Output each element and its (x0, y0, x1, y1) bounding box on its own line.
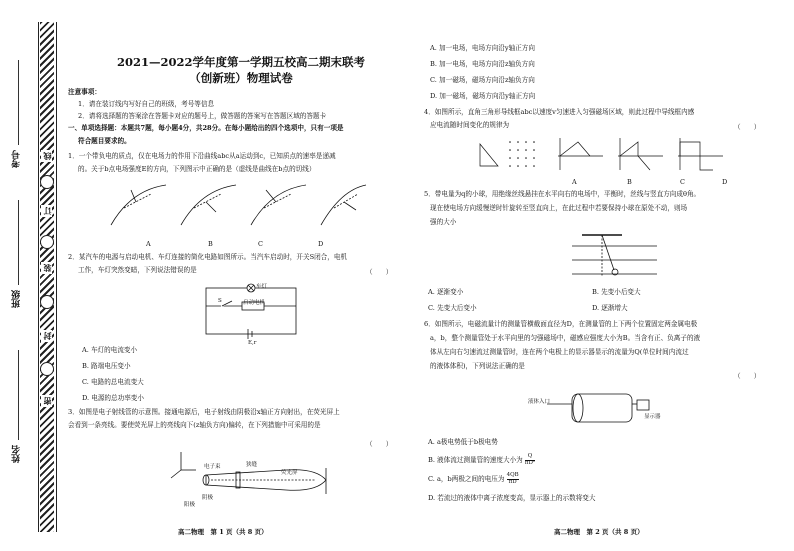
notice-2: 2．请将选择题的答案涂在答题卡对应的题号上，做答题的答案写在答题区域的答题卡 (78, 112, 327, 120)
q3-option-b[interactable]: B. 加一电场，电场方向沿z轴负方向 (430, 60, 535, 68)
q6-line4: 的液体体积)，下列说法正确的是 (430, 362, 525, 370)
binding-strip (0, 0, 58, 551)
q3-cathode-label: 阴极 (202, 495, 214, 501)
q5-line1: 5．带电量为q的小球，用绝缘丝线悬挂在水平向右的电场中，平衡时，丝线与竖直方向成θ角。 (424, 190, 701, 198)
seal-char: 装 (42, 264, 52, 272)
kaohao-label: 考号 (12, 150, 22, 168)
q1-line2: 的。关于b点电场强度E的方向，下列图示中正确的是（虚线是曲线在b点的切线） (78, 165, 316, 173)
xingming-field[interactable] (18, 350, 19, 440)
q3-line2: 会看到一条亮线。要使荧光屏上的亮线向下(z轴负方向)偏转，在下列措施中可采用的是 (68, 421, 321, 429)
q5-line2: 现在使电场方向缓慢逆时针旋转至竖直向上，在此过程中若要保持小球在原处不动，则场 (430, 204, 688, 212)
fraction-denominator: πD² (524, 459, 536, 466)
q6-option-d[interactable]: D. 若流过的液体中离子浓度变高，显示器上的示数将变大 (428, 494, 596, 502)
q4-line1: 4．如图所示，直角三角形导线框abc以速度v匀速进入匀强磁场区域，则此过程中导线框内感 (424, 108, 695, 116)
q2-line2: 工作，车灯突然变暗，下列说法错误的是 (78, 266, 197, 274)
seal-char: 密 (42, 397, 52, 405)
q2-option-d[interactable]: D. 电源的总功率变小 (82, 394, 144, 402)
q2-answer-paren[interactable]: （ ） (366, 268, 393, 276)
q5-line3: 强的大小 (430, 218, 457, 226)
q3-beam-label: 电子束 (204, 464, 221, 470)
q4-option-a[interactable]: A (572, 178, 577, 186)
notice-heading: 注意事项： (68, 88, 101, 96)
q5-option-c[interactable]: C. 先变大后变小 (428, 304, 477, 312)
seal-circle-icon (40, 175, 54, 189)
q3-slit-label: 狭缝 (246, 462, 258, 468)
q4-figures (478, 136, 748, 176)
q2-line1: 2．某汽车的电源与启动电机、车灯连接的简化电路如图所示。当汽车启动时，开关S闭合，电机 (68, 253, 348, 261)
seal-circle-icon (40, 362, 54, 376)
q3-option-d[interactable]: D. 加一磁场，磁场方向沿y轴正方向 (430, 92, 536, 100)
q6-option-a[interactable]: A. a极电势低于b极电势 (428, 438, 498, 446)
q1-option-b[interactable]: B (208, 240, 213, 248)
q1-option-a[interactable]: A (146, 240, 151, 248)
q5-pendulum-figure (572, 232, 662, 282)
q4-option-c[interactable]: C (680, 178, 685, 186)
q6-inlet-label: 液体入口 (528, 399, 551, 405)
seal-circle-icon (40, 235, 54, 249)
q6-option-b-fraction (525, 454, 535, 466)
exam-subtitle: （创新班）物理试卷 (189, 71, 293, 85)
q1-option-c[interactable]: C (258, 240, 263, 248)
q6-option-c[interactable] (428, 473, 519, 485)
q2-source-label: E,r (248, 340, 257, 346)
xingming-label: 姓名 (12, 445, 22, 463)
section-1-line2: 符合题目要求的。 (78, 137, 131, 145)
q6-answer-paren[interactable]: （ ） (734, 372, 761, 380)
q6-flowmeter-figure (532, 384, 682, 434)
q1-line1: 1．一个带负电的质点，仅在电场力的作用下沿曲线abc从a运动到c，已知质点的速率是递减 (68, 152, 336, 160)
q1-figures (106, 180, 366, 235)
banji-field[interactable] (18, 200, 19, 285)
q6-option-c-text: C. a，b两极之间的电压为 (428, 475, 505, 483)
footer-page-1: 高二物理 第 1 页（共 8 页） (178, 528, 268, 536)
q2-option-b[interactable]: B. 路端电压变小 (82, 362, 131, 370)
q2-circuit-figure (196, 282, 306, 344)
q6-display-label: 显示器 (644, 414, 661, 420)
q4-line2: 应电流随时间变化的规律为 (430, 121, 510, 129)
q2-motor-label: 启动电机 (243, 300, 266, 306)
page-right (422, 0, 774, 551)
notice-1: 1．请在装订线内写好自己的班级，考号等信息 (78, 100, 215, 108)
banji-label: 班级 (12, 290, 22, 308)
q2-option-c[interactable]: C. 电路的总电流变大 (82, 378, 144, 386)
binding-line (56, 22, 57, 532)
seal-circle-icon (40, 295, 54, 309)
q5-option-d[interactable]: D. 逐渐增大 (592, 304, 628, 312)
q3-option-a[interactable]: A. 加一电场，电场方向沿y轴正方向 (430, 44, 535, 52)
section-1-line1: 一、单项选择题：本题共7题，每小题4分，共28分。在每小题给出的四个选项中，只有一项是 (68, 124, 344, 132)
q6-option-c-fraction (507, 473, 519, 485)
q5-option-a[interactable]: A. 逐渐变小 (428, 288, 464, 296)
seal-char: 封 (42, 332, 52, 340)
q3-line1: 3．如图是电子射线管的示意图。接通电源后，电子射线由阴极沿x轴正方向射出，在荧光屏上 (68, 408, 340, 416)
kaohao-field[interactable] (18, 60, 19, 145)
q3-answer-paren[interactable]: （ ） (366, 440, 393, 448)
fraction-denominator: πD (508, 478, 517, 485)
q4-option-b[interactable]: B (627, 178, 632, 186)
binding-hatch (40, 22, 54, 532)
q6-line1: 6．如图所示，电磁流量计的测量管横截面直径为D，在测量管的上下两个位置固定两金属电极 (424, 320, 698, 328)
binding-line (38, 22, 39, 532)
footer-page-2: 高二物理 第 2 页（共 8 页） (554, 528, 644, 536)
exam-title: 2021—2022学年度第一学期五校高二期末联考 (116, 55, 365, 69)
q3-screen-label: 荧光屏 (281, 470, 298, 476)
fraction-numerator: 4QB (506, 472, 519, 478)
q6-option-b-text: B. 液体流过测量管的速度大小为 (428, 456, 523, 464)
q3-anode-label: 阳极 (184, 502, 196, 508)
q4-answer-paren[interactable]: （ ） (734, 123, 761, 131)
page-left (66, 0, 396, 551)
q4-option-d[interactable]: D (722, 178, 728, 186)
q6-line2: a，b，整个测量管处于水平向里的匀强磁场中，磁感应强度大小为B。当含有正、负离子的液 (430, 334, 701, 342)
q3-option-c[interactable]: C. 加一磁场，磁场方向沿z轴负方向 (430, 76, 535, 84)
q5-option-b[interactable]: B. 先变小后变大 (592, 288, 641, 296)
q1-option-d[interactable]: D (318, 240, 324, 248)
seal-char: 线 (42, 152, 52, 160)
seal-char: 订 (42, 207, 52, 215)
fraction-numerator: Q (525, 454, 535, 461)
q6-option-b[interactable] (428, 454, 535, 466)
q2-switch-label: S (218, 298, 222, 304)
q2-option-a[interactable]: A. 车灯的电流变小 (82, 346, 138, 354)
q6-line3: 体从左向右匀速流过测量管时，连在两个电极上的显示器显示的流量为Q(单位时间内流过 (430, 348, 689, 356)
q2-lamp-label: 车灯 (256, 284, 268, 290)
